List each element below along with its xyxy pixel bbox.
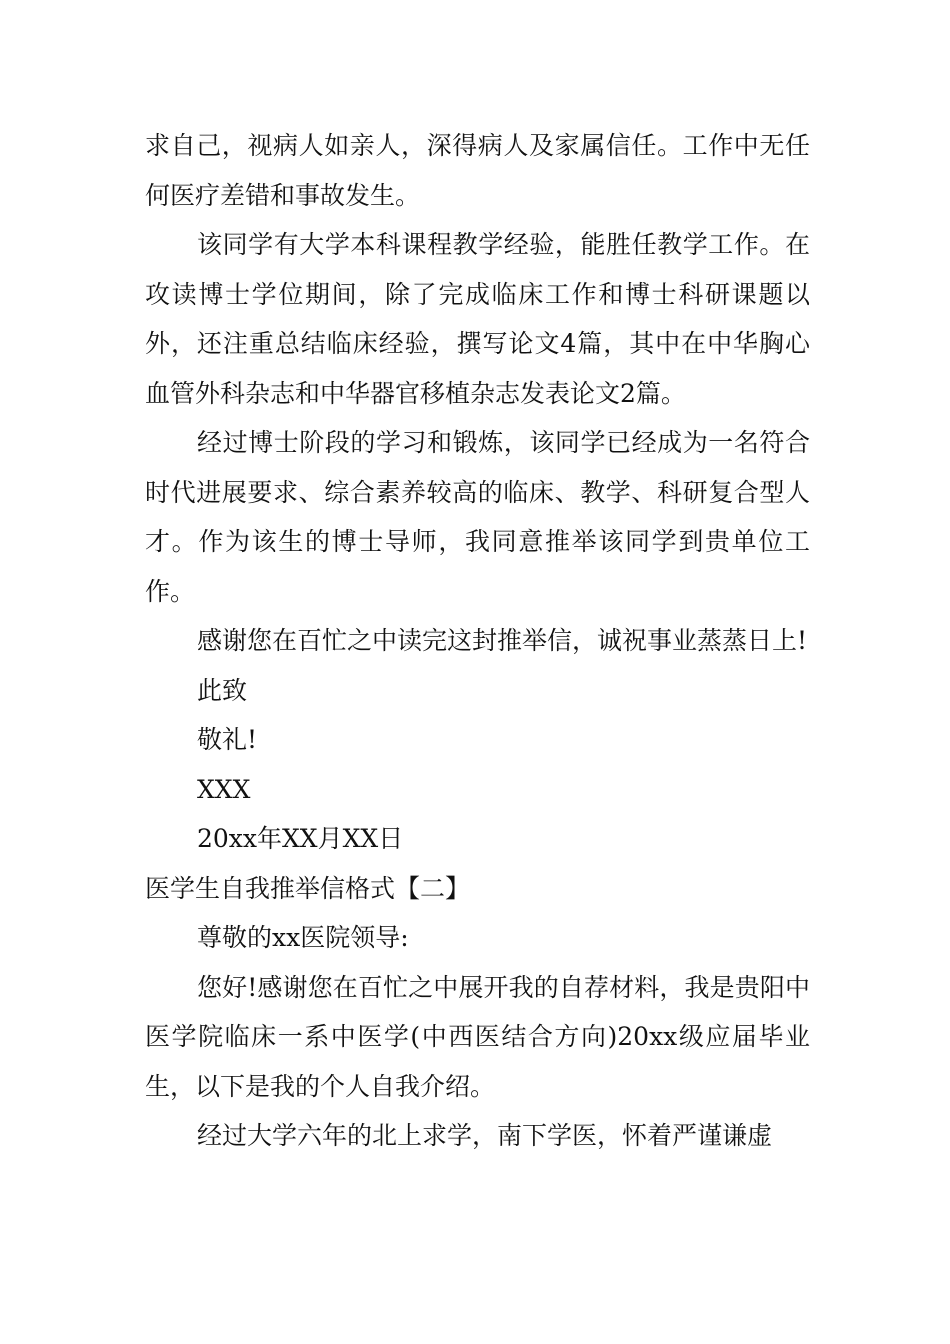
date-line: 20xx年XX月XX日 bbox=[197, 824, 404, 853]
closing-regards: 敬礼! bbox=[197, 725, 258, 754]
paragraph-3: 经过博士阶段的学习和锻炼，该同学已经成为一名符合时代进展要求、综合素养较高的临床、教学、科研复合型人才。作为该生的博士导师，我同意推举该同学到贵单位工作。 bbox=[145, 428, 810, 606]
greeting: 尊敬的xx医院领导: bbox=[197, 923, 409, 952]
body-paragraph: 经过大学六年的北上求学，南下学医，怀着严谨谦虚 bbox=[197, 1121, 773, 1150]
paragraph-2: 该同学有大学本科课程教学经验，能胜任教学工作。在攻读博士学位期间，除了完成临床工作和博士科研课题以外，还注重总结临床经验，撰写论文4篇，其中在中华胸心血管外科杂志和中华器官移植杂志发表论文2篇。 bbox=[145, 230, 810, 408]
signature: XXX bbox=[197, 774, 251, 804]
paragraph-1: 求自己，视病人如亲人，深得病人及家属信任。工作中无任何医疗差错和事故发生。 bbox=[145, 131, 810, 210]
document-page bbox=[145, 121, 810, 1161]
paragraph-4: 感谢您在百忙之中读完这封推举信，诚祝事业蒸蒸日上! bbox=[197, 626, 808, 655]
section-heading: 医学生自我推举信格式【二】 bbox=[145, 873, 471, 903]
closing-salutation: 此致 bbox=[197, 675, 248, 705]
intro-paragraph: 您好!感谢您在百忙之中展开我的自荐材料，我是贵阳中医学院临床一系中医学(中西医结合方向)20xx级应届毕业生，以下是我的个人自我介绍。 bbox=[145, 972, 810, 1101]
